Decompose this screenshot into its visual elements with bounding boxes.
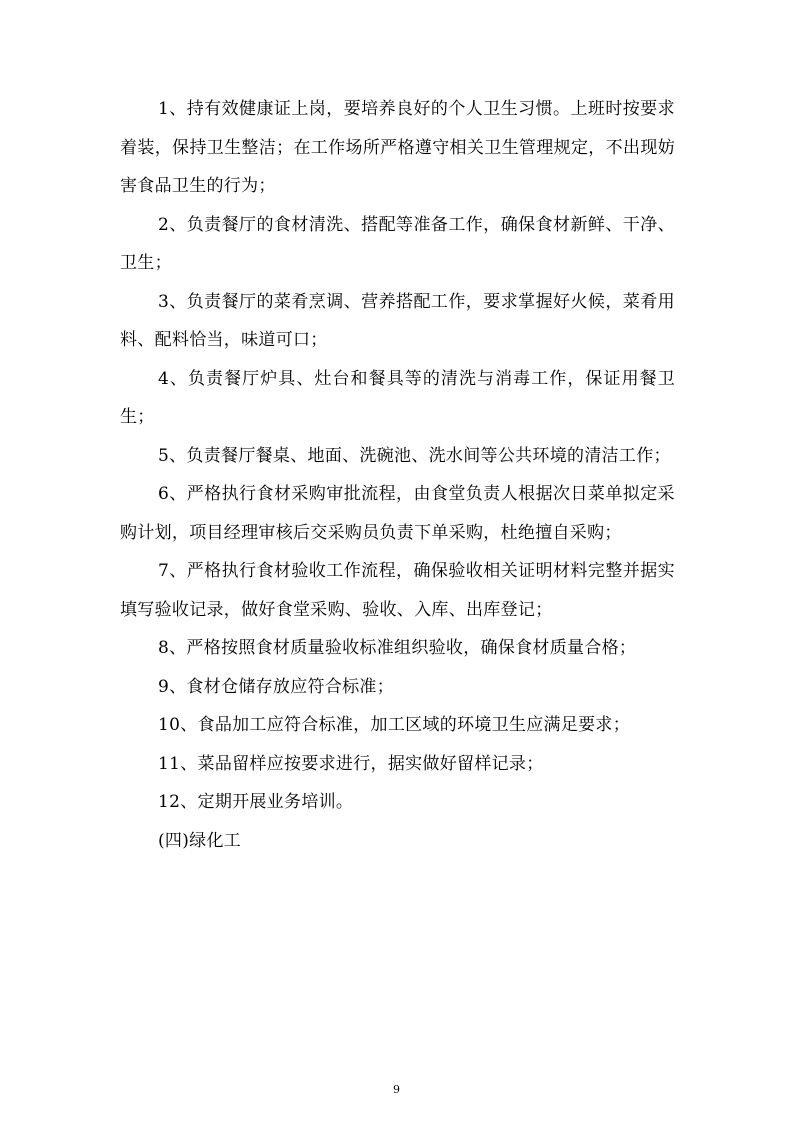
paragraph-item-12: 12、定期开展业务培训。 (158, 792, 354, 812)
paragraph-item-10: 10、食品加工应符合标准，加工区域的环境卫生应满足要求； (158, 715, 631, 735)
paragraph-item-4: 4、负责餐厅炉具、灶台和餐具等的清洗与消毒工作，保证用餐卫生； (120, 368, 675, 427)
paragraph-item-11: 11、菜品留样应按要求进行，据实做好留样记录； (158, 753, 544, 774)
page-number: 9 (393, 1083, 400, 1096)
paragraph-item-3: 3、负责餐厅的菜肴烹调、营养搭配工作，要求掌握好火候，菜肴用料、配料恰当，味道可口； (120, 291, 675, 350)
paragraph-item-2: 2、负责餐厅的食材清洗、搭配等准备工作，确保食材新鲜、干净、卫生； (120, 214, 675, 273)
paragraph-item-7: 7、严格执行食材验收工作流程，确保验收相关证明材料完整并据实填写验收记录，做好食堂采购、验收、入库、出库登记； (120, 561, 675, 620)
paragraph-item-8: 8、严格按照食材质量验收标准组织验收，确保食材质量合格； (158, 638, 637, 658)
paragraph-item-5: 5、负责餐厅餐桌、地面、洗碗池、洗水间等公共环境的清洁工作； (158, 445, 671, 466)
paragraph-item-1: 1、持有效健康证上岗，要培养良好的个人卫生习惯。上班时按要求着装，保持卫生整洁；在工作场所严格遵守相关卫生管理规定，不出现妨害食品卫生的行为； (120, 99, 675, 196)
document-body (120, 90, 675, 860)
paragraph-item-6: 6、严格执行食材采购审批流程，由食堂负责人根据次日菜单拟定采购计划，项目经理审核后交采购员负责下单采购，杜绝擅自采购； (120, 484, 675, 543)
paragraph-item-9: 9、食材仓储存放应符合标准； (158, 676, 395, 697)
section-heading: (四)绿化工 (158, 830, 242, 851)
